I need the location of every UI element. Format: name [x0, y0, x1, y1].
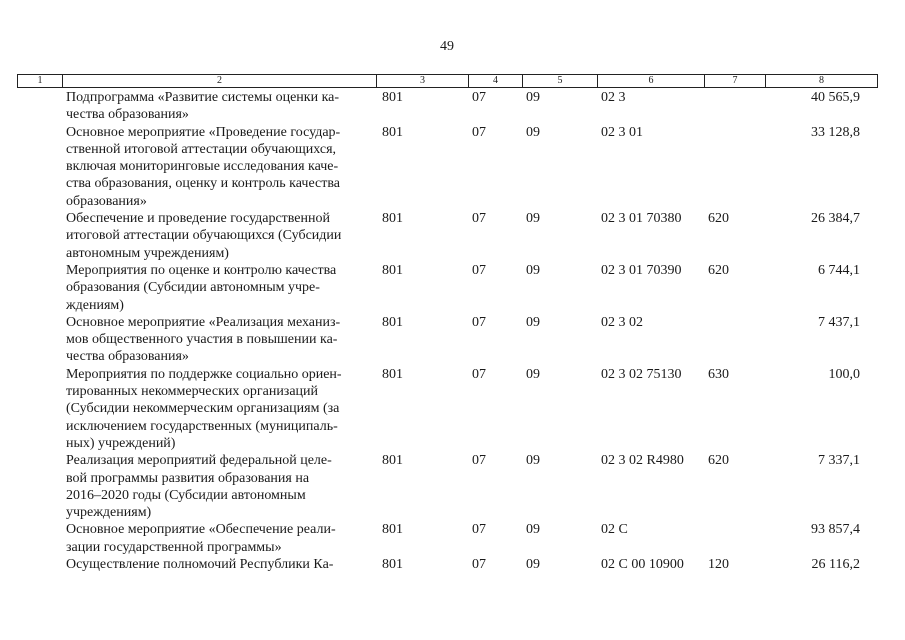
description-line: вой программы развития образования на: [66, 470, 310, 486]
amount-cell: 7 337,1: [818, 453, 860, 469]
agency-code-cell: 801: [382, 453, 403, 469]
program-code-cell: 02 С: [601, 522, 628, 538]
header-cell-5: 5: [522, 75, 597, 87]
description-line: Основное мероприятие «Проведение государ-: [66, 124, 341, 140]
subsection-code-cell: 09: [526, 314, 540, 330]
description-line: ственной итоговой аттестации обучающихся,: [66, 141, 337, 157]
table-row: [17, 262, 878, 314]
table-header: [17, 74, 878, 88]
index-cell: [17, 124, 62, 210]
section-code-cell: 07: [472, 262, 486, 278]
index-cell: [17, 521, 62, 556]
amount-cell: 33 128,8: [811, 124, 860, 140]
description-cell: [62, 314, 376, 366]
agency-code-cell: 801: [382, 124, 403, 140]
description-line: (Субсидии некоммерческим организациям (за: [66, 401, 340, 417]
amount-cell: 100,0: [828, 366, 860, 382]
index-cell: [17, 452, 62, 521]
description-line: тированных некоммерческих организаций: [66, 384, 319, 400]
description-cell: [62, 521, 376, 556]
program-code-cell: 02 3 02: [601, 314, 643, 330]
amount-cell: 26 116,2: [811, 557, 860, 573]
description-line: мов общественного участия в повышении ка-: [66, 332, 338, 348]
section-code-cell: 07: [472, 90, 486, 105]
expense-type-code-cell: 630: [708, 366, 729, 382]
description-cell: [62, 262, 376, 314]
table-row: [17, 124, 878, 210]
description-line: итоговой аттестации обучающихся (Субсидии: [66, 228, 342, 244]
description-cell: [62, 556, 376, 573]
index-cell: [17, 556, 62, 573]
program-code-cell: 02 С 00 10900: [601, 557, 684, 573]
section-code-cell: 07: [472, 211, 486, 227]
description-line: Обеспечение и проведение государственной: [66, 211, 330, 227]
program-code-cell: 02 3 01 70380: [601, 211, 682, 227]
description-line: учреждениям): [66, 505, 152, 521]
subsection-code-cell: 09: [526, 453, 540, 469]
index-cell: [17, 89, 62, 124]
program-code-cell: 02 3 02 75130: [601, 366, 682, 382]
table-row: [17, 556, 878, 573]
description-line: Реализация мероприятий федеральной целе-: [66, 453, 332, 469]
description-line: ных) учреждений): [66, 435, 176, 451]
header-cell-4: 4: [468, 75, 522, 87]
description-line: Осуществление полномочий Республики Ка-: [66, 557, 334, 573]
subsection-code-cell: 09: [526, 124, 540, 140]
agency-code-cell: 801: [382, 522, 403, 538]
description-line: Мероприятия по поддержке социально ориен-: [66, 366, 342, 382]
index-cell: [17, 314, 62, 366]
agency-code-cell: 801: [382, 366, 403, 382]
section-code-cell: 07: [472, 453, 486, 469]
description-cell: [62, 366, 376, 452]
program-code-cell: 02 3 01: [601, 124, 643, 140]
section-code-cell: 07: [472, 314, 486, 330]
subsection-code-cell: 09: [526, 557, 540, 573]
index-cell: [17, 366, 62, 452]
agency-code-cell: 801: [382, 557, 403, 573]
table-body: [17, 89, 878, 573]
subsection-code-cell: 09: [526, 366, 540, 382]
expense-type-code-cell: [704, 124, 765, 210]
header-cell-2: 2: [62, 75, 376, 87]
table-row: [17, 521, 878, 556]
header-cell-1: 1: [17, 75, 62, 87]
header-cell-8: 8: [765, 75, 878, 87]
amount-cell: 93 857,4: [811, 522, 860, 538]
amount-cell: 40 565,9: [811, 90, 860, 105]
table-row: [17, 210, 878, 262]
table-row: [17, 89, 878, 124]
description-cell: [62, 124, 376, 210]
description-line: чества образования»: [66, 107, 189, 123]
section-code-cell: 07: [472, 366, 486, 382]
expense-type-code-cell: [704, 89, 765, 124]
table-row: [17, 366, 878, 452]
description-cell: [62, 89, 376, 124]
agency-code-cell: 801: [382, 262, 403, 278]
subsection-code-cell: 09: [526, 90, 540, 105]
description-line: зации государственной программы»: [66, 539, 282, 555]
section-code-cell: 07: [472, 124, 486, 140]
description-line: Основное мероприятие «Реализация механиз-: [66, 314, 341, 330]
index-cell: [17, 262, 62, 314]
agency-code-cell: 801: [382, 90, 403, 105]
amount-cell: 6 744,1: [818, 262, 860, 278]
program-code-cell: 02 3 01 70390: [601, 262, 682, 278]
header-cell-3: 3: [376, 75, 468, 87]
expense-type-code-cell: 620: [708, 262, 729, 278]
program-code-cell: 02 3 02 R4980: [601, 453, 684, 469]
description-line: Мероприятия по оценке и контролю качества: [66, 262, 337, 278]
description-line: чества образования»: [66, 349, 189, 365]
expense-type-code-cell: 120: [708, 557, 729, 573]
amount-cell: 7 437,1: [818, 314, 860, 330]
agency-code-cell: 801: [382, 211, 403, 227]
description-line: ства образования, оценку и контроль качества: [66, 176, 340, 192]
program-code-cell: 02 3: [601, 90, 626, 105]
table-row: [17, 452, 878, 521]
description-cell: [62, 452, 376, 521]
header-cell-6: 6: [597, 75, 704, 87]
subsection-code-cell: 09: [526, 211, 540, 227]
description-line: Основное мероприятие «Обеспечение реали-: [66, 522, 336, 538]
expense-type-code-cell: 620: [708, 211, 729, 227]
description-line: ждениям): [66, 297, 124, 313]
amount-cell: 26 384,7: [811, 211, 860, 227]
description-cell: [62, 210, 376, 262]
description-line: исключением государственных (муниципаль-: [66, 418, 338, 434]
expense-type-code-cell: [704, 521, 765, 556]
description-line: 2016–2020 годы (Субсидии автономным: [66, 487, 306, 503]
expense-type-code-cell: 620: [708, 453, 729, 469]
agency-code-cell: 801: [382, 314, 403, 330]
section-code-cell: 07: [472, 557, 486, 573]
expense-type-code-cell: [704, 314, 765, 366]
description-line: автономным учреждениям): [66, 245, 229, 261]
index-cell: [17, 210, 62, 262]
description-line: образования»: [66, 193, 147, 209]
header-cell-7: 7: [704, 75, 765, 87]
table-row: [17, 314, 878, 366]
subsection-code-cell: 09: [526, 522, 540, 538]
subsection-code-cell: 09: [526, 262, 540, 278]
description-line: включая мониторинговые исследования каче-: [66, 159, 339, 175]
section-code-cell: 07: [472, 522, 486, 538]
description-line: Подпрограмма «Развитие системы оценки ка-: [66, 90, 340, 105]
page-number: 49: [440, 39, 454, 54]
description-line: образования (Субсидии автономным учре-: [66, 280, 320, 296]
